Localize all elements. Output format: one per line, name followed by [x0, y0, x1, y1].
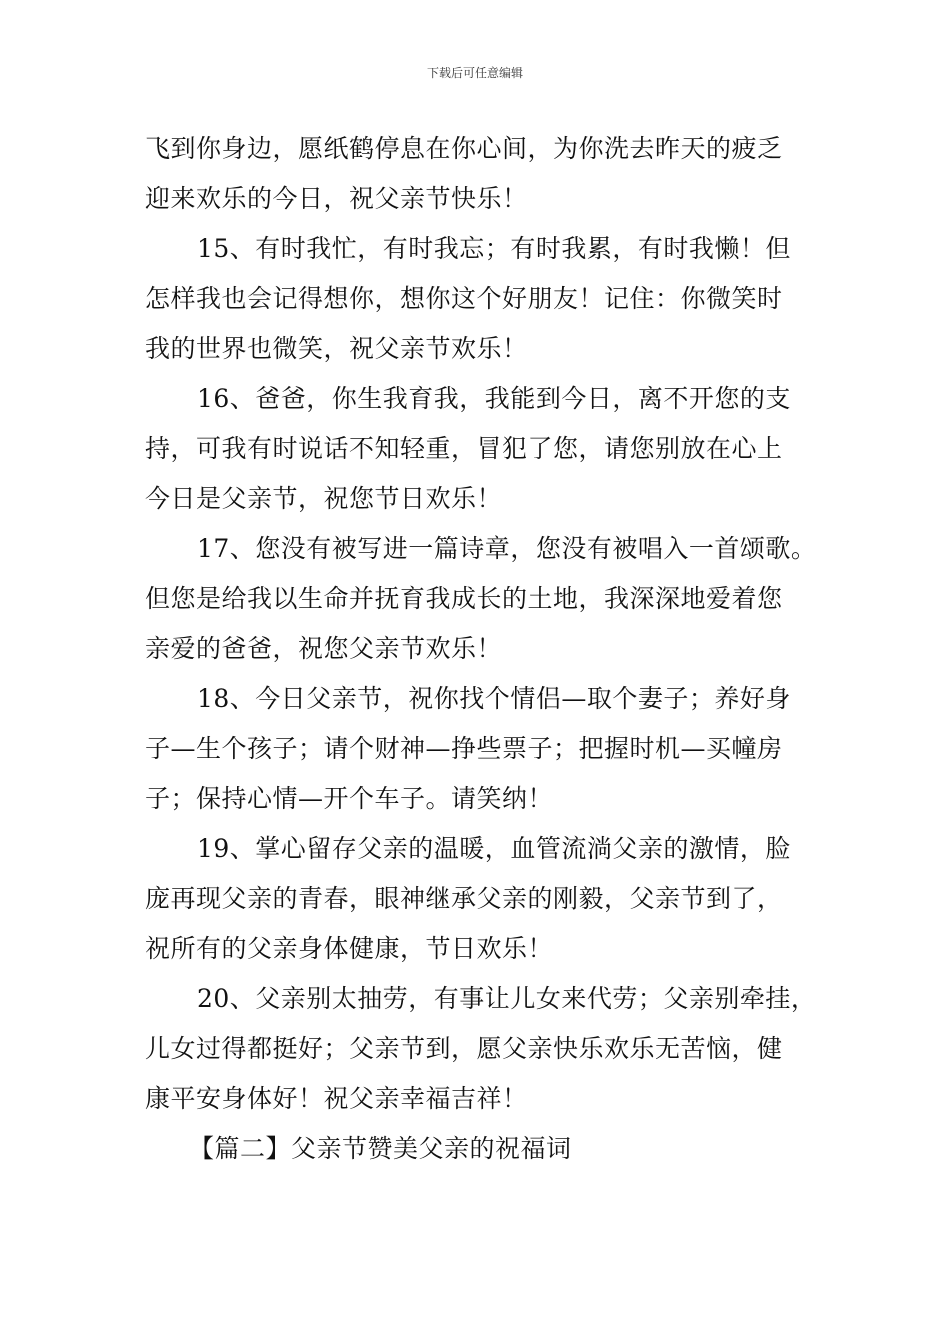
text-line: 儿女过得都挺好；父亲节到，愿父亲快乐欢乐无苦恼，健: [145, 1034, 783, 1063]
paragraph-start-16: 16、爸爸，你生我育我，我能到今日，离不开您的支: [197, 384, 791, 413]
paragraph-start-18: 18、今日父亲节，祝你找个情侣—取个妻子；养好身: [197, 684, 791, 713]
text-line: 庞再现父亲的青春，眼神继承父亲的刚毅，父亲节到了，: [145, 884, 783, 913]
paragraph-start-19: 19、掌心留存父亲的温暖，血管流淌父亲的激情，脸: [197, 834, 791, 863]
document-body: [145, 124, 817, 1174]
text-line: 今日是父亲节，祝您节日欢乐！: [145, 484, 503, 513]
text-line: 持，可我有时说话不知轻重，冒犯了您，请您别放在心上: [145, 434, 783, 463]
text-line: 但您是给我以生命并抚育我成长的土地，我深深地爱着您: [145, 584, 783, 613]
page-header: 下载后可任意编辑: [426, 66, 523, 80]
text-line: 康平安身体好！祝父亲幸福吉祥！: [145, 1084, 528, 1113]
section-title: 【篇二】父亲节赞美父亲的祝福词: [189, 1134, 572, 1163]
paragraph-start-20: 20、父亲别太抽劳，有事让儿女来代劳；父亲别牵挂，: [197, 984, 817, 1013]
paragraph-start-15: 15、有时我忙，有时我忘；有时我累，有时我懒！但: [197, 234, 791, 263]
text-line: 祝所有的父亲身体健康，节日欢乐！: [145, 934, 554, 963]
paragraph-start-17: 17、您没有被写进一篇诗章，您没有被唱入一首颂歌。: [197, 534, 817, 563]
text-line: 子—生个孩子；请个财神—挣些票子；把握时机—买幢房: [145, 734, 783, 763]
text-line: 亲爱的爸爸，祝您父亲节欢乐！: [145, 634, 503, 663]
text-line: 飞到你身边，愿纸鹤停息在你心间，为你洗去昨天的疲乏: [145, 134, 783, 163]
text-line: 我的世界也微笑，祝父亲节欢乐！: [145, 334, 528, 363]
text-line: 怎样我也会记得想你，想你这个好朋友！记住：你微笑时: [145, 284, 783, 313]
text-line: 迎来欢乐的今日，祝父亲节快乐！: [145, 184, 528, 213]
text-line: 子；保持心情—开个车子。请笑纳！: [145, 784, 554, 813]
